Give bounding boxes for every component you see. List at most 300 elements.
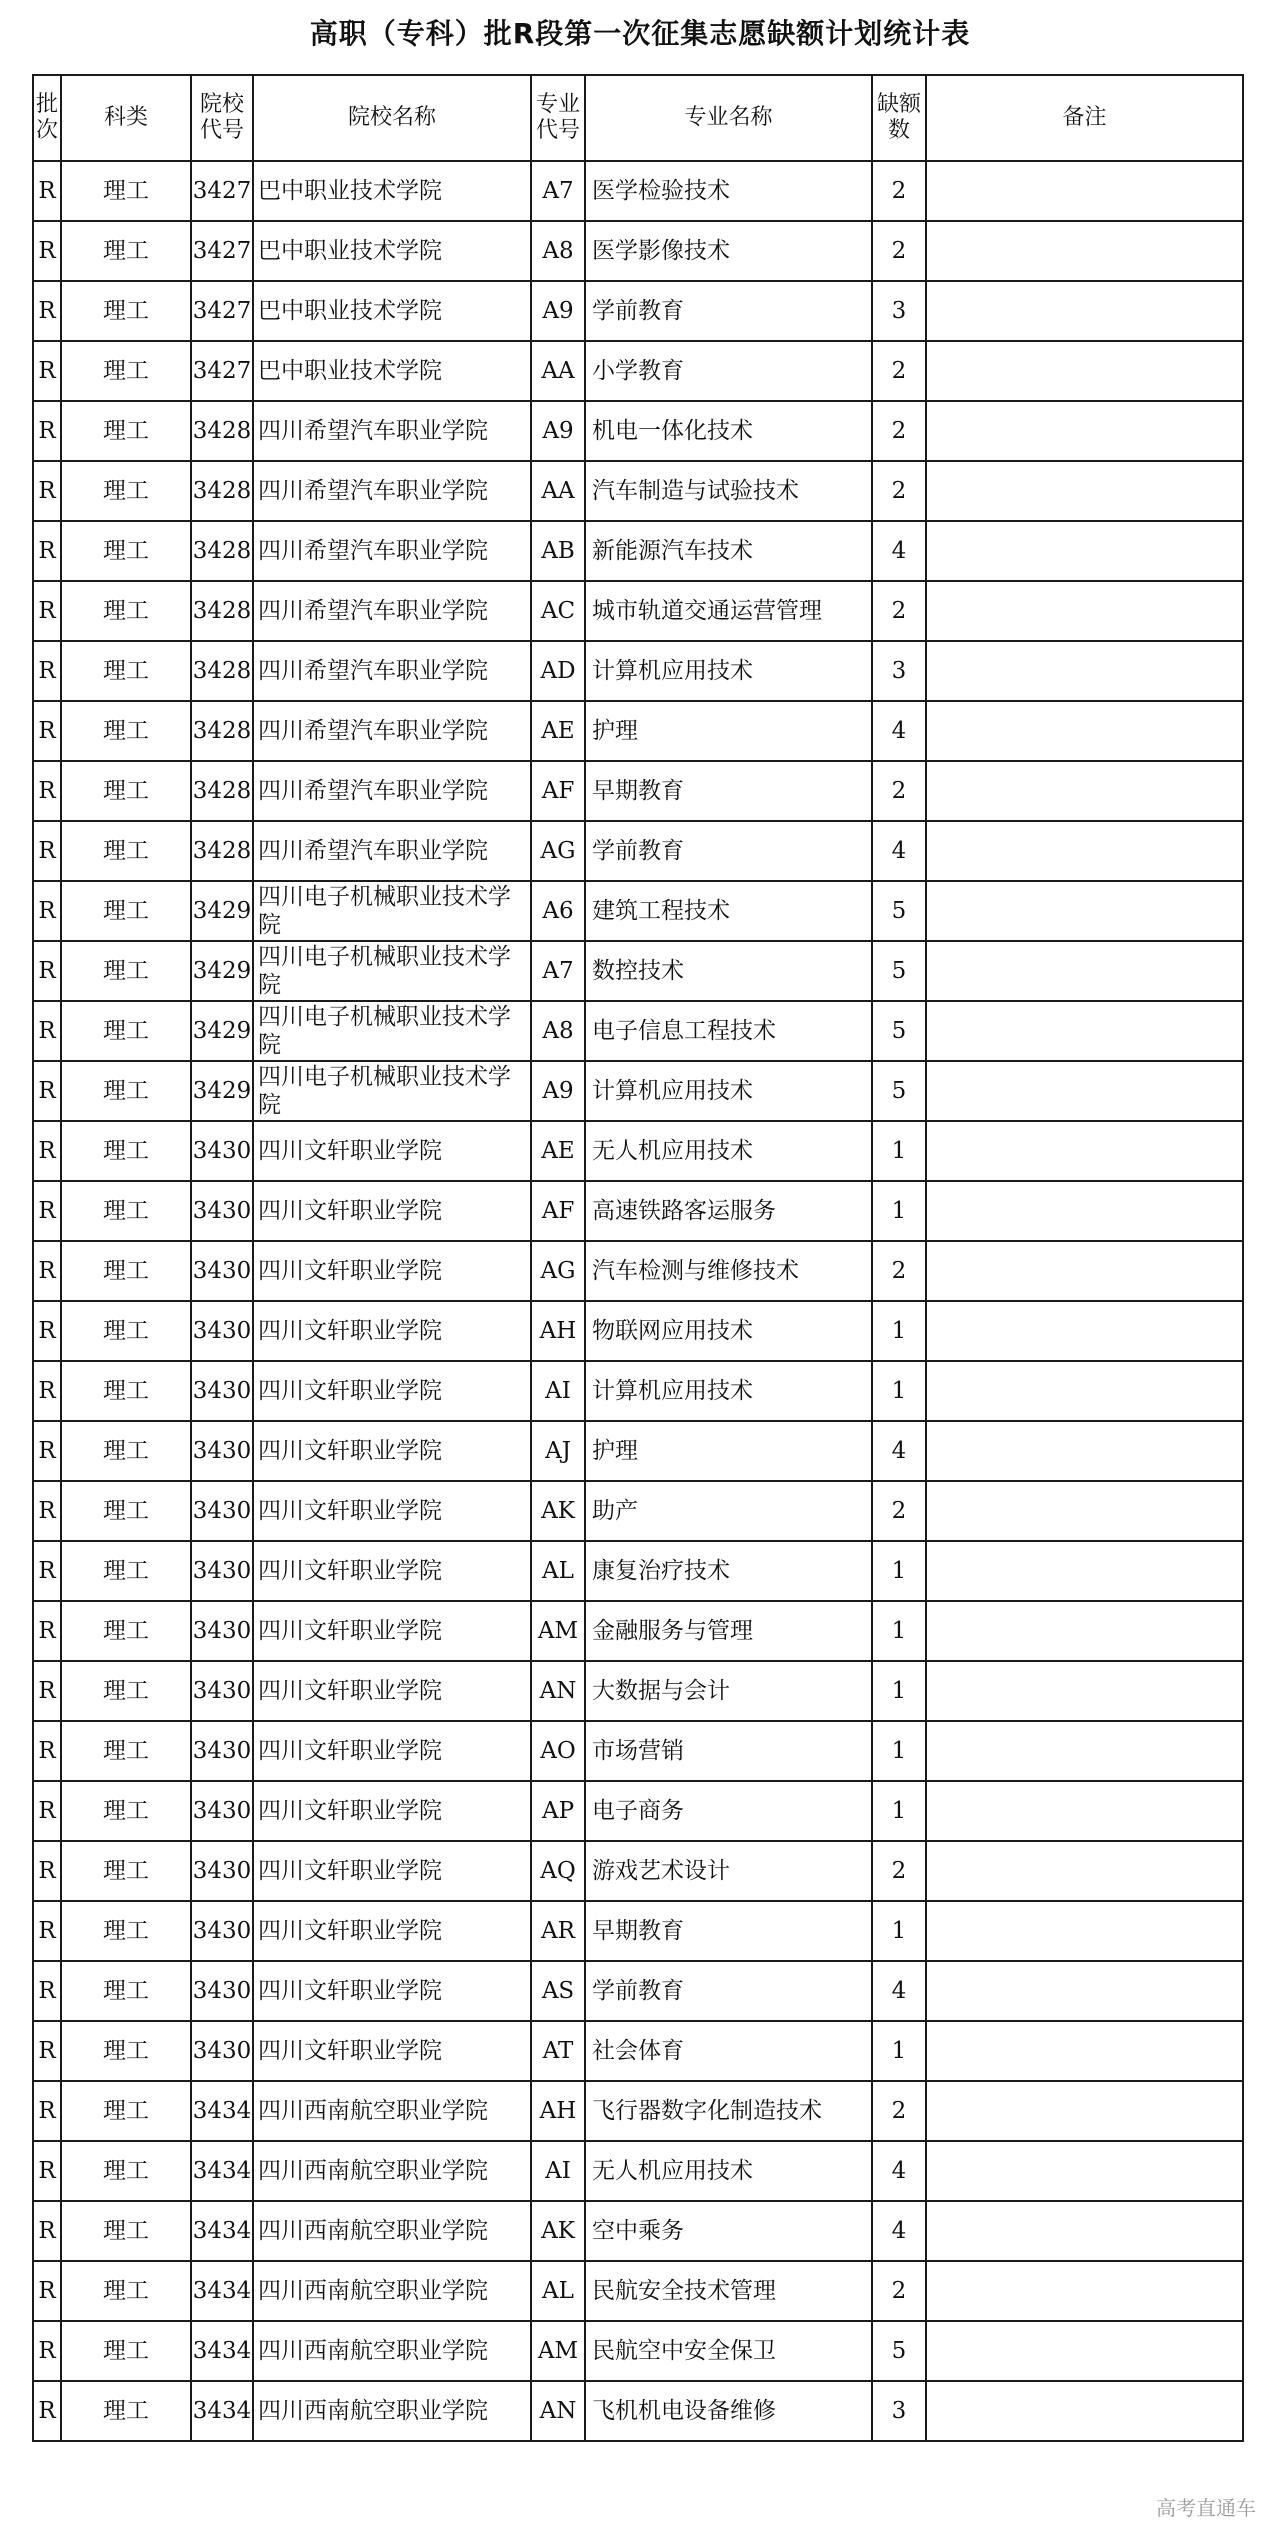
category-cell: 理工	[61, 1541, 191, 1601]
major-code-cell: AK	[531, 2201, 585, 2261]
school-code-cell: 3430	[191, 1901, 253, 1961]
major-code-cell: AM	[531, 2321, 585, 2381]
major-code-cell: AA	[531, 461, 585, 521]
school-name-cell: 四川文轩职业学院	[253, 1361, 531, 1421]
school-name-cell: 四川西南航空职业学院	[253, 2381, 531, 2441]
major-name-cell: 医学影像技术	[585, 221, 872, 281]
table-header-row	[33, 75, 1243, 161]
major-name-cell: 高速铁路客运服务	[585, 1181, 872, 1241]
major-name-cell: 计算机应用技术	[585, 1361, 872, 1421]
school-name-cell: 四川文轩职业学院	[253, 1181, 531, 1241]
major-name-cell: 汽车制造与试验技术	[585, 461, 872, 521]
quota-cell: 1	[872, 1901, 926, 1961]
note-cell	[926, 2021, 1243, 2081]
quota-cell: 2	[872, 221, 926, 281]
major-code-cell: AL	[531, 1541, 585, 1601]
school-name-cell: 四川文轩职业学院	[253, 2021, 531, 2081]
major-name-cell: 机电一体化技术	[585, 401, 872, 461]
note-cell	[926, 2141, 1243, 2201]
note-cell	[926, 1721, 1243, 1781]
batch-cell: R	[33, 2021, 61, 2081]
major-name-cell: 汽车检测与维修技术	[585, 1241, 872, 1301]
school-name-cell: 四川文轩职业学院	[253, 1781, 531, 1841]
school-code-cell: 3428	[191, 461, 253, 521]
school-code-cell: 3434	[191, 2081, 253, 2141]
note-cell	[926, 1241, 1243, 1301]
major-code-cell: A7	[531, 941, 585, 1001]
quota-cell: 4	[872, 2201, 926, 2261]
major-code-cell: AN	[531, 1661, 585, 1721]
school-code-cell: 3430	[191, 1421, 253, 1481]
school-code-cell: 3434	[191, 2261, 253, 2321]
header-school-name: 院校名称	[253, 75, 531, 161]
school-name-cell: 四川文轩职业学院	[253, 1121, 531, 1181]
table-row	[33, 1961, 1243, 2021]
note-cell	[926, 461, 1243, 521]
major-name-cell: 早期教育	[585, 761, 872, 821]
note-cell	[926, 1901, 1243, 1961]
batch-cell: R	[33, 2141, 61, 2201]
major-code-cell: AG	[531, 821, 585, 881]
category-cell: 理工	[61, 1061, 191, 1121]
school-code-cell: 3430	[191, 1241, 253, 1301]
major-code-cell: AC	[531, 581, 585, 641]
note-cell	[926, 761, 1243, 821]
school-code-cell: 3428	[191, 821, 253, 881]
major-code-cell: AK	[531, 1481, 585, 1541]
table-row	[33, 881, 1243, 941]
school-name-cell: 巴中职业技术学院	[253, 341, 531, 401]
major-code-cell: AF	[531, 761, 585, 821]
batch-cell: R	[33, 1961, 61, 2021]
quota-cell: 1	[872, 1661, 926, 1721]
major-name-cell: 城市轨道交通运营管理	[585, 581, 872, 641]
major-name-cell: 医学检验技术	[585, 161, 872, 221]
school-name-cell: 四川文轩职业学院	[253, 1421, 531, 1481]
batch-cell: R	[33, 401, 61, 461]
major-name-cell: 物联网应用技术	[585, 1301, 872, 1361]
major-code-cell: AG	[531, 1241, 585, 1301]
note-cell	[926, 2081, 1243, 2141]
school-code-cell: 3429	[191, 881, 253, 941]
header-batch: 批次	[33, 75, 61, 161]
table-row	[33, 221, 1243, 281]
quota-cell: 1	[872, 1541, 926, 1601]
quota-cell: 4	[872, 2141, 926, 2201]
major-code-cell: A8	[531, 221, 585, 281]
quota-cell: 2	[872, 401, 926, 461]
category-cell: 理工	[61, 281, 191, 341]
school-code-cell: 3430	[191, 1481, 253, 1541]
school-code-cell: 3430	[191, 1181, 253, 1241]
category-cell: 理工	[61, 521, 191, 581]
major-name-cell: 助产	[585, 1481, 872, 1541]
major-name-cell: 小学教育	[585, 341, 872, 401]
header-note: 备注	[926, 75, 1243, 161]
school-name-cell: 四川文轩职业学院	[253, 1241, 531, 1301]
school-code-cell: 3430	[191, 1721, 253, 1781]
table-row	[33, 1421, 1243, 1481]
header-major-name: 专业名称	[585, 75, 872, 161]
major-name-cell: 电子信息工程技术	[585, 1001, 872, 1061]
school-name-cell: 四川文轩职业学院	[253, 1901, 531, 1961]
quota-cell: 2	[872, 1481, 926, 1541]
table-row	[33, 521, 1243, 581]
school-name-cell: 四川希望汽车职业学院	[253, 641, 531, 701]
category-cell: 理工	[61, 161, 191, 221]
major-code-cell: A9	[531, 401, 585, 461]
category-cell: 理工	[61, 641, 191, 701]
page-title: 高职（专科）批R段第一次征集志愿缺额计划统计表	[309, 17, 971, 50]
batch-cell: R	[33, 2081, 61, 2141]
quota-cell: 2	[872, 341, 926, 401]
quota-cell: 2	[872, 2081, 926, 2141]
school-name-cell: 四川西南航空职业学院	[253, 2261, 531, 2321]
batch-cell: R	[33, 1061, 61, 1121]
quota-cell: 4	[872, 701, 926, 761]
school-name-cell: 巴中职业技术学院	[253, 281, 531, 341]
batch-cell: R	[33, 221, 61, 281]
table-row	[33, 1241, 1243, 1301]
category-cell: 理工	[61, 1901, 191, 1961]
major-code-cell: AQ	[531, 1841, 585, 1901]
school-name-cell: 四川文轩职业学院	[253, 1841, 531, 1901]
major-code-cell: AE	[531, 701, 585, 761]
table-row	[33, 341, 1243, 401]
quota-cell: 1	[872, 1781, 926, 1841]
school-code-cell: 3427	[191, 281, 253, 341]
table-row	[33, 1901, 1243, 1961]
major-code-cell: AL	[531, 2261, 585, 2321]
batch-cell: R	[33, 1481, 61, 1541]
school-name-cell: 四川文轩职业学院	[253, 1601, 531, 1661]
table-row	[33, 941, 1243, 1001]
school-name-cell: 四川西南航空职业学院	[253, 2081, 531, 2141]
school-code-cell: 3434	[191, 2381, 253, 2441]
quota-cell: 4	[872, 1961, 926, 2021]
school-code-cell: 3427	[191, 161, 253, 221]
major-name-cell: 大数据与会计	[585, 1661, 872, 1721]
quota-cell: 1	[872, 1361, 926, 1421]
quota-cell: 4	[872, 1421, 926, 1481]
quota-cell: 2	[872, 2261, 926, 2321]
note-cell	[926, 2201, 1243, 2261]
school-name-cell: 四川电子机械职业技术学院	[253, 941, 531, 1001]
note-cell	[926, 1301, 1243, 1361]
note-cell	[926, 2321, 1243, 2381]
quota-cell: 1	[872, 1121, 926, 1181]
table-row	[33, 1601, 1243, 1661]
school-code-cell: 3430	[191, 1961, 253, 2021]
batch-cell: R	[33, 1121, 61, 1181]
note-cell	[926, 1421, 1243, 1481]
note-cell	[926, 1361, 1243, 1421]
table-row	[33, 641, 1243, 701]
note-cell	[926, 1541, 1243, 1601]
header-category: 科类	[61, 75, 191, 161]
major-code-cell: AT	[531, 2021, 585, 2081]
category-cell: 理工	[61, 401, 191, 461]
school-name-cell: 四川西南航空职业学院	[253, 2321, 531, 2381]
batch-cell: R	[33, 581, 61, 641]
major-name-cell: 空中乘务	[585, 2201, 872, 2261]
table-row	[33, 161, 1243, 221]
batch-cell: R	[33, 1421, 61, 1481]
quota-cell: 5	[872, 881, 926, 941]
batch-cell: R	[33, 881, 61, 941]
major-code-cell: AN	[531, 2381, 585, 2441]
note-cell	[926, 1961, 1243, 2021]
school-name-cell: 四川文轩职业学院	[253, 1721, 531, 1781]
header-major-code: 专业代号	[531, 75, 585, 161]
note-cell	[926, 2261, 1243, 2321]
major-code-cell: A9	[531, 281, 585, 341]
table-row	[33, 2261, 1243, 2321]
school-name-cell: 四川希望汽车职业学院	[253, 401, 531, 461]
quota-cell: 1	[872, 2021, 926, 2081]
table-row	[33, 281, 1243, 341]
table-row	[33, 1361, 1243, 1421]
note-cell	[926, 1841, 1243, 1901]
note-cell	[926, 1661, 1243, 1721]
major-name-cell: 无人机应用技术	[585, 2141, 872, 2201]
category-cell: 理工	[61, 2081, 191, 2141]
school-code-cell: 3429	[191, 1001, 253, 1061]
batch-cell: R	[33, 821, 61, 881]
note-cell	[926, 281, 1243, 341]
batch-cell: R	[33, 1781, 61, 1841]
note-cell	[926, 641, 1243, 701]
quota-cell: 4	[872, 521, 926, 581]
school-name-cell: 巴中职业技术学院	[253, 221, 531, 281]
category-cell: 理工	[61, 1781, 191, 1841]
quota-cell: 5	[872, 2321, 926, 2381]
batch-cell: R	[33, 1361, 61, 1421]
batch-cell: R	[33, 1901, 61, 1961]
school-code-cell: 3428	[191, 581, 253, 641]
major-name-cell: 游戏艺术设计	[585, 1841, 872, 1901]
major-name-cell: 无人机应用技术	[585, 1121, 872, 1181]
school-name-cell: 四川希望汽车职业学院	[253, 461, 531, 521]
quota-cell: 1	[872, 1601, 926, 1661]
major-name-cell: 电子商务	[585, 1781, 872, 1841]
school-code-cell: 3434	[191, 2321, 253, 2381]
category-cell: 理工	[61, 701, 191, 761]
note-cell	[926, 581, 1243, 641]
major-code-cell: AH	[531, 2081, 585, 2141]
batch-cell: R	[33, 701, 61, 761]
school-code-cell: 3430	[191, 1601, 253, 1661]
major-name-cell: 计算机应用技术	[585, 641, 872, 701]
category-cell: 理工	[61, 221, 191, 281]
category-cell: 理工	[61, 1361, 191, 1421]
school-code-cell: 3429	[191, 1061, 253, 1121]
category-cell: 理工	[61, 1961, 191, 2021]
school-code-cell: 3428	[191, 641, 253, 701]
category-cell: 理工	[61, 461, 191, 521]
batch-cell: R	[33, 2201, 61, 2261]
table-row	[33, 821, 1243, 881]
batch-cell: R	[33, 461, 61, 521]
major-name-cell: 飞行器数字化制造技术	[585, 2081, 872, 2141]
batch-cell: R	[33, 1541, 61, 1601]
batch-cell: R	[33, 641, 61, 701]
quota-cell: 2	[872, 1241, 926, 1301]
major-name-cell: 市场营销	[585, 1721, 872, 1781]
school-code-cell: 3430	[191, 1121, 253, 1181]
school-code-cell: 3427	[191, 341, 253, 401]
quota-cell: 5	[872, 941, 926, 1001]
category-cell: 理工	[61, 1601, 191, 1661]
category-cell: 理工	[61, 821, 191, 881]
table-row	[33, 1301, 1243, 1361]
quota-cell: 2	[872, 761, 926, 821]
category-cell: 理工	[61, 2321, 191, 2381]
table-row	[33, 2381, 1243, 2441]
major-name-cell: 学前教育	[585, 1961, 872, 2021]
table-row	[33, 2141, 1243, 2201]
major-code-cell: AI	[531, 1361, 585, 1421]
batch-cell: R	[33, 1001, 61, 1061]
batch-cell: R	[33, 281, 61, 341]
table-row	[33, 1661, 1243, 1721]
table-row	[33, 1541, 1243, 1601]
category-cell: 理工	[61, 1841, 191, 1901]
batch-cell: R	[33, 2381, 61, 2441]
school-code-cell: 3428	[191, 761, 253, 821]
school-name-cell: 四川希望汽车职业学院	[253, 761, 531, 821]
school-name-cell: 巴中职业技术学院	[253, 161, 531, 221]
school-name-cell: 四川电子机械职业技术学院	[253, 1061, 531, 1121]
quota-cell: 3	[872, 2381, 926, 2441]
batch-cell: R	[33, 1301, 61, 1361]
quota-cell: 3	[872, 641, 926, 701]
major-code-cell: AI	[531, 2141, 585, 2201]
major-code-cell: AR	[531, 1901, 585, 1961]
table-row	[33, 2321, 1243, 2381]
school-code-cell: 3434	[191, 2141, 253, 2201]
school-code-cell: 3428	[191, 401, 253, 461]
school-name-cell: 四川文轩职业学院	[253, 1481, 531, 1541]
school-name-cell: 四川文轩职业学院	[253, 1541, 531, 1601]
category-cell: 理工	[61, 1121, 191, 1181]
note-cell	[926, 821, 1243, 881]
quota-cell: 3	[872, 281, 926, 341]
major-code-cell: AM	[531, 1601, 585, 1661]
school-name-cell: 四川希望汽车职业学院	[253, 581, 531, 641]
table-row	[33, 1781, 1243, 1841]
category-cell: 理工	[61, 2261, 191, 2321]
note-cell	[926, 521, 1243, 581]
table-row	[33, 1721, 1243, 1781]
category-cell: 理工	[61, 1301, 191, 1361]
quota-cell: 1	[872, 1721, 926, 1781]
batch-cell: R	[33, 1601, 61, 1661]
quota-cell: 1	[872, 1301, 926, 1361]
major-code-cell: AE	[531, 1121, 585, 1181]
batch-cell: R	[33, 2321, 61, 2381]
major-code-cell: AB	[531, 521, 585, 581]
quota-cell: 2	[872, 581, 926, 641]
table-row	[33, 581, 1243, 641]
category-cell: 理工	[61, 1481, 191, 1541]
note-cell	[926, 881, 1243, 941]
batch-cell: R	[33, 1661, 61, 1721]
batch-cell: R	[33, 761, 61, 821]
major-code-cell: AF	[531, 1181, 585, 1241]
category-cell: 理工	[61, 581, 191, 641]
major-name-cell: 康复治疗技术	[585, 1541, 872, 1601]
category-cell: 理工	[61, 1241, 191, 1301]
major-code-cell: AJ	[531, 1421, 585, 1481]
major-code-cell: AA	[531, 341, 585, 401]
table-row	[33, 1841, 1243, 1901]
category-cell: 理工	[61, 1421, 191, 1481]
header-school-code: 院校代号	[191, 75, 253, 161]
category-cell: 理工	[61, 1721, 191, 1781]
school-code-cell: 3430	[191, 1781, 253, 1841]
note-cell	[926, 1181, 1243, 1241]
school-code-cell: 3427	[191, 221, 253, 281]
quota-cell: 2	[872, 461, 926, 521]
school-code-cell: 3430	[191, 1841, 253, 1901]
note-cell	[926, 1781, 1243, 1841]
major-name-cell: 新能源汽车技术	[585, 521, 872, 581]
school-name-cell: 四川电子机械职业技术学院	[253, 881, 531, 941]
table-row	[33, 761, 1243, 821]
batch-cell: R	[33, 1241, 61, 1301]
category-cell: 理工	[61, 2201, 191, 2261]
table-row	[33, 1181, 1243, 1241]
major-code-cell: A6	[531, 881, 585, 941]
category-cell: 理工	[61, 2021, 191, 2081]
table-row	[33, 2021, 1243, 2081]
school-name-cell: 四川西南航空职业学院	[253, 2141, 531, 2201]
category-cell: 理工	[61, 1661, 191, 1721]
table-row	[33, 701, 1243, 761]
batch-cell: R	[33, 941, 61, 1001]
category-cell: 理工	[61, 941, 191, 1001]
major-code-cell: AO	[531, 1721, 585, 1781]
school-code-cell: 3430	[191, 1661, 253, 1721]
table-body	[33, 161, 1243, 2441]
major-name-cell: 护理	[585, 1421, 872, 1481]
table-row	[33, 2201, 1243, 2261]
note-cell	[926, 1121, 1243, 1181]
major-name-cell: 学前教育	[585, 821, 872, 881]
category-cell: 理工	[61, 881, 191, 941]
category-cell: 理工	[61, 2381, 191, 2441]
school-code-cell: 3428	[191, 701, 253, 761]
school-name-cell: 四川文轩职业学院	[253, 1301, 531, 1361]
major-name-cell: 民航空中安全保卫	[585, 2321, 872, 2381]
note-cell	[926, 401, 1243, 461]
school-code-cell: 3430	[191, 1361, 253, 1421]
category-cell: 理工	[61, 761, 191, 821]
category-cell: 理工	[61, 2141, 191, 2201]
major-code-cell: A9	[531, 1061, 585, 1121]
batch-cell: R	[33, 341, 61, 401]
major-name-cell: 护理	[585, 701, 872, 761]
category-cell: 理工	[61, 341, 191, 401]
school-name-cell: 四川希望汽车职业学院	[253, 701, 531, 761]
note-cell	[926, 1001, 1243, 1061]
school-name-cell: 四川西南航空职业学院	[253, 2201, 531, 2261]
major-code-cell: AP	[531, 1781, 585, 1841]
batch-cell: R	[33, 2261, 61, 2321]
table-row	[33, 2081, 1243, 2141]
quota-cell: 4	[872, 821, 926, 881]
